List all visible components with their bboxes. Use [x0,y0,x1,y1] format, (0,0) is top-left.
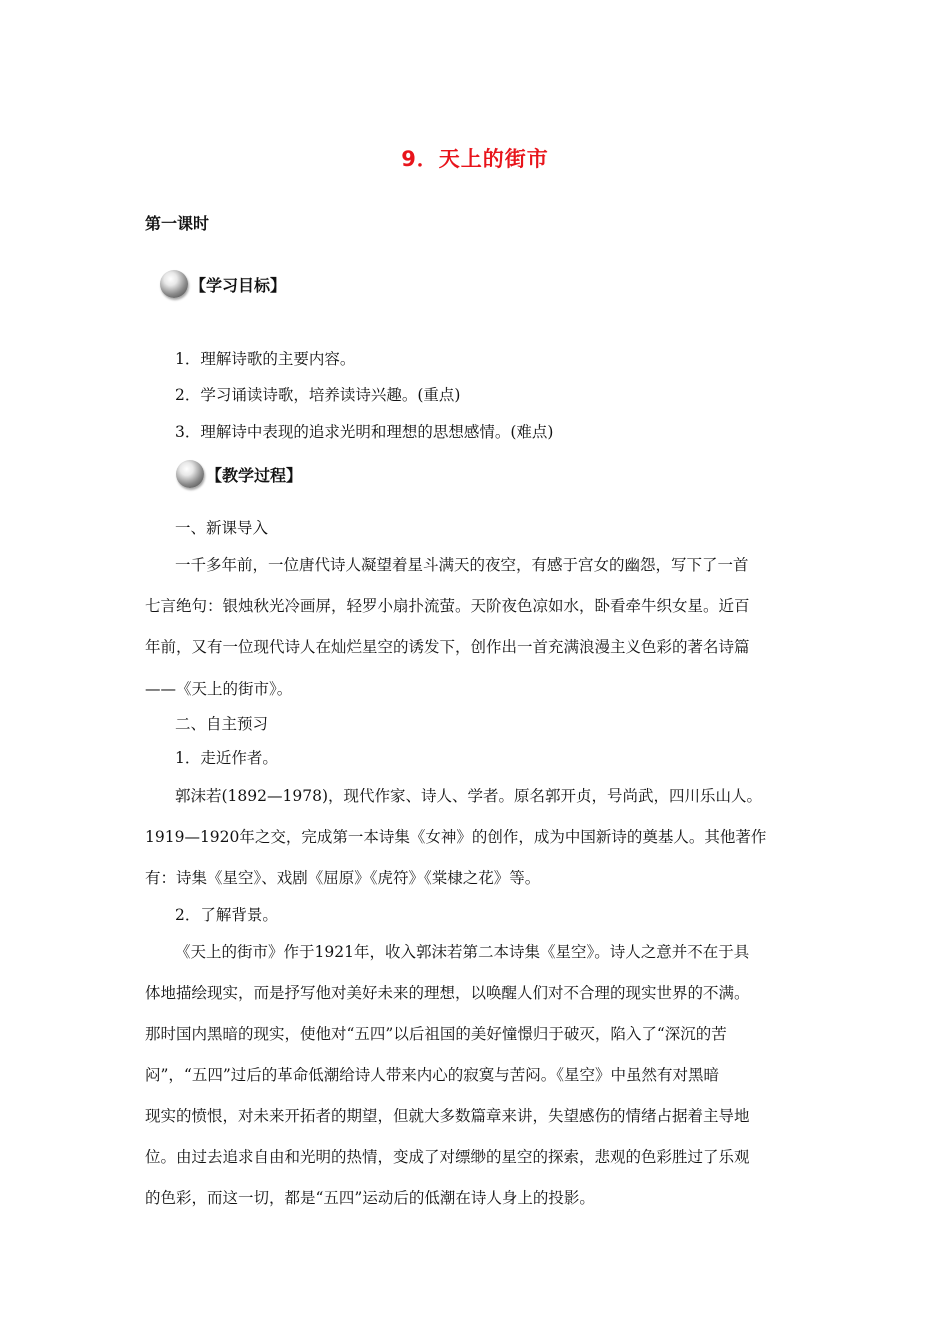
paragraph-line: 体地描绘现实，而是抒写他对美好未来的理想，以唤醒人们对不合理的现实世界的不满。 [145,984,750,1002]
sphere-bullet-icon [160,270,188,298]
sphere-bullet-icon [176,460,204,488]
subsection-heading: 2．了解背景。 [175,906,278,924]
subsection-heading: 1．走近作者。 [175,749,278,767]
section-label: 【教学过程】 [206,465,303,485]
paragraph-line: 的色彩，而这一切，都是“五四”运动后的低潮在诗人身上的投影。 [145,1189,595,1207]
paragraph-line: 那时国内黑暗的现实，使他对“五四”以后祖国的美好憧憬归于破灭，陷入了“深沉的苦 [145,1025,727,1043]
paragraph-line: 七言绝句：银烛秋光冷画屏，轻罗小扇扑流萤。天阶夜色凉如水，卧看牵牛织女星。近百 [145,597,750,615]
paragraph-line: 郭沫若(1892—1978)，现代作家、诗人、学者。原名郭开贞，号尚武，四川乐山人。 [175,787,762,805]
paragraph-line: 有：诗集《星空》、戏剧《屈原》《虎符》《棠棣之花》等。 [145,869,541,887]
paragraph-line: ——《天上的街市》。 [145,680,293,698]
section-heading: 一、新课导入 [175,519,269,537]
paragraph-line: 一千多年前，一位唐代诗人凝望着星斗满天的夜空，有感于宫女的幽怨，写下了一首 [175,556,749,574]
paragraph-line: 《天上的街市》作于1921年，收入郭沫若第二本诗集《星空》。诗人之意并不在于具 [175,943,750,961]
goal-item: 1．理解诗歌的主要内容。 [175,350,356,368]
goal-item: 3．理解诗中表现的追求光明和理想的思想感情。(难点) [175,423,554,441]
lesson-label: 第一课时 [145,214,210,233]
teaching-process-heading [176,454,302,494]
paragraph-line: 位。由过去追求自由和光明的热情，变成了对缥缈的星空的探索，悲观的色彩胜过了乐观 [145,1148,750,1166]
paragraph-line: 1919—1920年之交，完成第一本诗集《女神》的创作，成为中国新诗的奠基人。其他著作 [145,828,767,846]
section-label: 【学习目标】 [190,275,287,295]
paragraph-line: 闷”，“五四”过后的革命低潮给诗人带来内心的寂寞与苦闷。《星空》中虽然有对黑暗 [145,1066,720,1084]
goal-item: 2．学习诵读诗歌，培养读诗兴趣。(重点) [175,386,461,404]
page-title: 9．天上的街市 [401,147,549,171]
paragraph-line: 现实的愤恨，对未来开拓者的期望，但就大多数篇章来讲，失望感伤的情绪占据着主导地 [145,1107,750,1125]
section-heading: 二、自主预习 [175,715,269,733]
paragraph-line: 年前，又有一位现代诗人在灿烂星空的诱发下，创作出一首充满浪漫主义色彩的著名诗篇 [145,638,750,656]
learning-goals-heading [160,264,286,304]
